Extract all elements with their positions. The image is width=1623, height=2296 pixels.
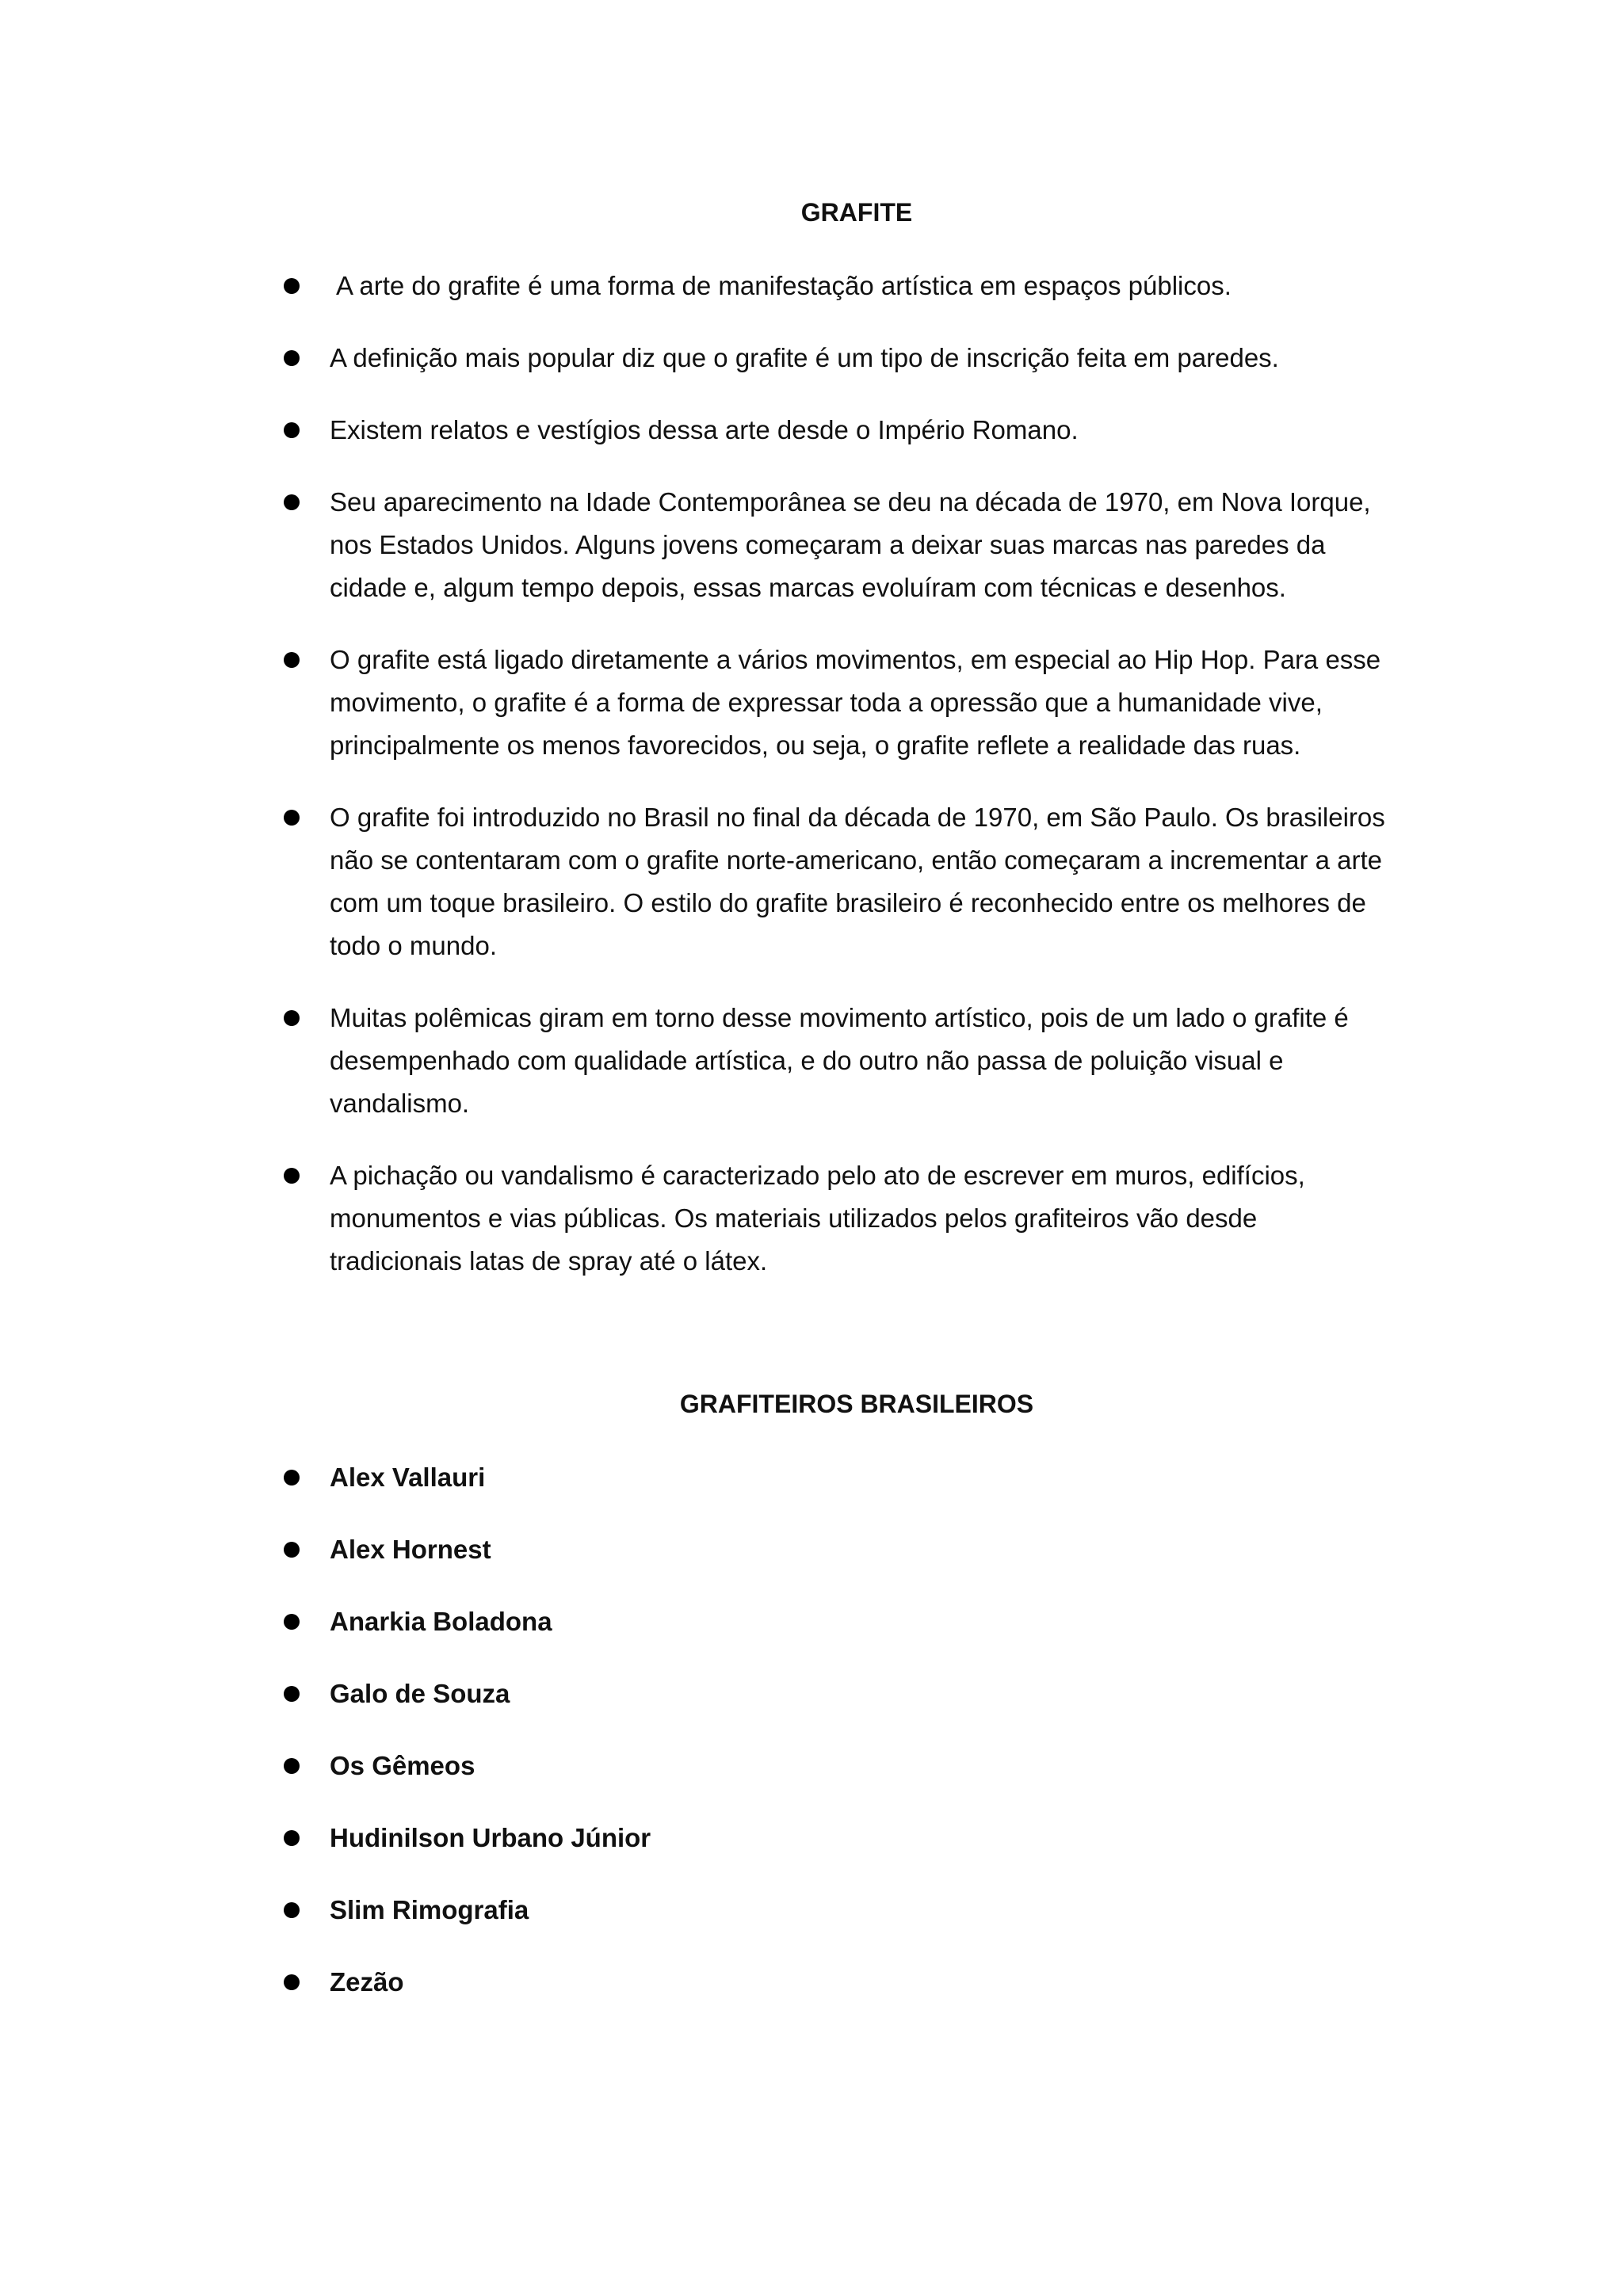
bullet-icon: [284, 1974, 300, 1990]
bullet-icon: [284, 494, 300, 510]
document-title: GRAFITE: [800, 198, 913, 227]
bullet-icon: [284, 350, 300, 366]
list-item: [282, 1456, 1392, 1499]
artist-name: Galo de Souza: [330, 1679, 510, 1708]
artist-name: Anarkia Boladona: [330, 1607, 552, 1636]
list-item: [282, 1817, 1392, 1859]
list-item: [282, 1672, 1392, 1715]
bullet-icon: [284, 652, 300, 668]
bullet-icon: [284, 1010, 300, 1026]
artist-name: Hudinilson Urbano Júnior: [330, 1823, 651, 1852]
bullet-icon: [284, 1168, 300, 1184]
list-item: [282, 796, 1392, 967]
list-item-text: Existem relatos e vestígios dessa arte desde o Império Romano.: [330, 415, 1079, 444]
list-item-text: A pichação ou vandalismo é caracterizado pelo ato de escrever em muros, edifícios, monumentos e vias públicas. Os materiais utilizados pelos grafiteiros vão desde tradicionais latas de spray até o látex.: [330, 1161, 1305, 1276]
list-item: [282, 409, 1392, 452]
list-item-text: O grafite está ligado diretamente a vários movimentos, em especial ao Hip Hop. Para esse movimento, o grafite é a forma de expressar toda a opressão que a humanidade vive, principalmente os menos favorecidos, ou seja, o grafite reflete a realidade das ruas.: [330, 645, 1381, 760]
list-item-text: A arte do grafite é uma forma de manifestação artística em espaços públicos.: [336, 271, 1232, 300]
bullet-icon: [284, 422, 300, 438]
artist-name: Zezão: [330, 1967, 404, 1997]
list-item: [282, 265, 1392, 307]
list-item: [282, 481, 1392, 609]
artist-name: Slim Rimografia: [330, 1895, 529, 1924]
intro-bullet-list: [282, 265, 1392, 1312]
list-item-text: Muitas polêmicas giram em torno desse movimento artístico, pois de um lado o grafite é desempenhado com qualidade artística, e do outro não passa de poluição visual e vandalismo.: [330, 1003, 1349, 1118]
bullet-icon: [284, 1686, 300, 1702]
artist-name: Alex Vallauri: [330, 1463, 486, 1492]
bullet-icon: [284, 1614, 300, 1630]
section-subtitle: GRAFITEIROS BRASILEIROS: [679, 1390, 1034, 1418]
bullet-icon: [284, 810, 300, 826]
list-item: [282, 1961, 1392, 2004]
list-item-text: O grafite foi introduzido no Brasil no final da década de 1970, em São Paulo. Os brasileiros não se contentaram com o grafite norte-americano, então começaram a incrementar a arte com um toque brasileiro. O estilo do grafite brasileiro é reconhecido entre os melhores de todo o mundo.: [330, 803, 1385, 960]
list-item: [282, 639, 1392, 767]
artists-bullet-list: [282, 1456, 1392, 2033]
bullet-icon: [284, 1830, 300, 1846]
artist-name: Alex Hornest: [330, 1535, 491, 1564]
bullet-icon: [284, 1758, 300, 1774]
list-item: [282, 1600, 1392, 1643]
bullet-icon: [284, 1470, 300, 1486]
list-item: [282, 997, 1392, 1125]
bullet-icon: [284, 278, 300, 294]
list-item-text: A definição mais popular diz que o grafite é um tipo de inscrição feita em paredes.: [330, 343, 1279, 372]
list-item: [282, 1154, 1392, 1283]
bullet-icon: [284, 1542, 300, 1558]
list-item-text: Seu aparecimento na Idade Contemporânea se deu na década de 1970, em Nova Iorque, nos Estados Unidos. Alguns jovens começaram a deixar suas marcas nas paredes da cidade e, algum tempo depois, essas marcas evoluíram com técnicas e desenhos.: [330, 487, 1371, 602]
list-item: [282, 1889, 1392, 1932]
list-item: [282, 337, 1392, 379]
list-item: [282, 1745, 1392, 1787]
bullet-icon: [284, 1902, 300, 1918]
list-item: [282, 1528, 1392, 1571]
artist-name: Os Gêmeos: [330, 1751, 475, 1780]
